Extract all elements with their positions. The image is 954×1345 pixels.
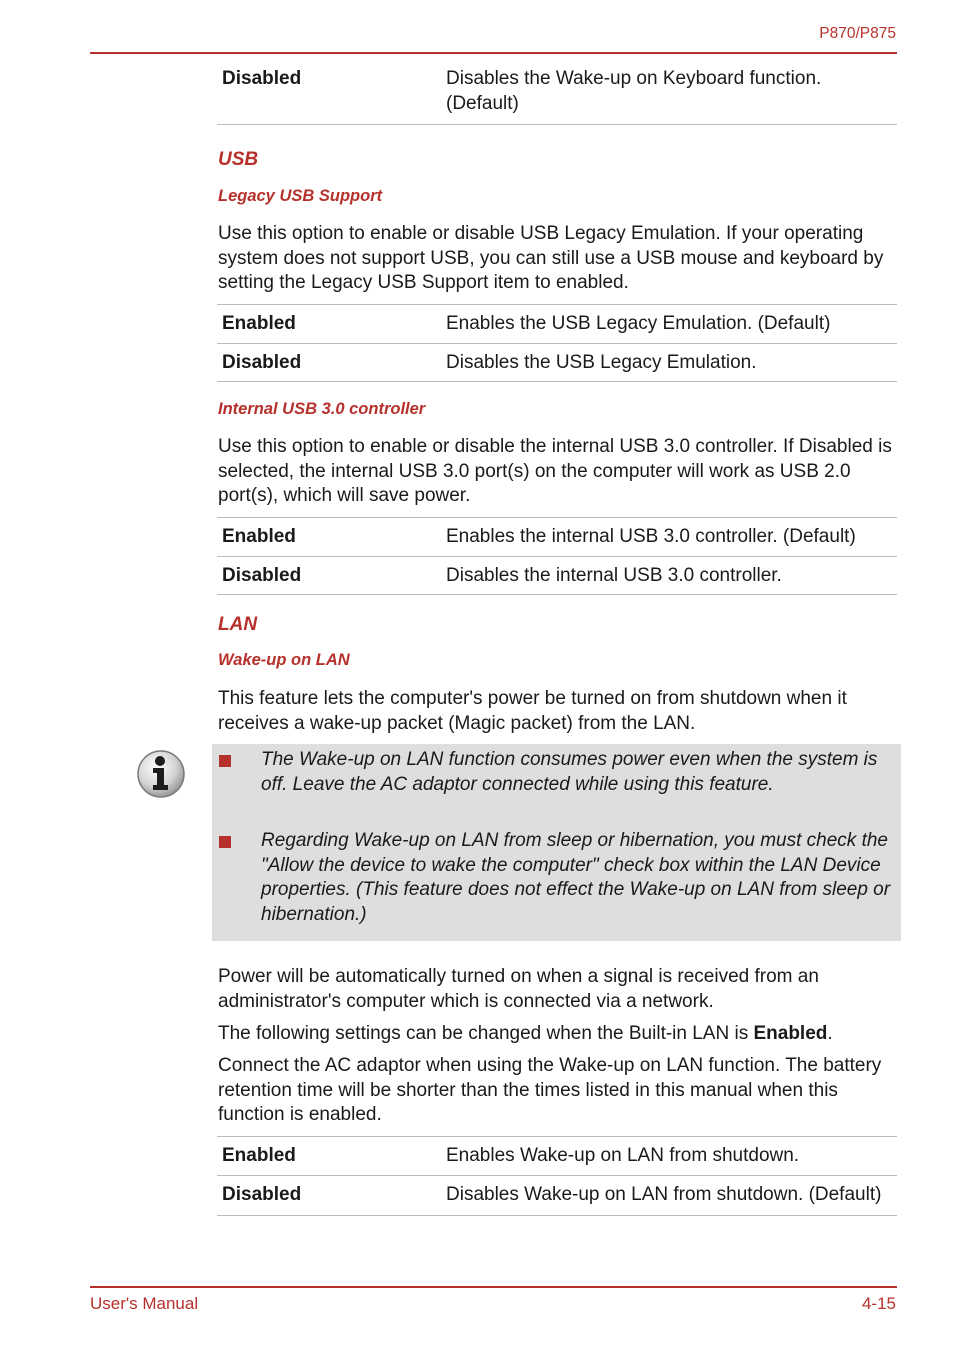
table-key: Disabled — [222, 1183, 302, 1205]
usb3-table — [217, 517, 897, 595]
wake-on-lan-description: This feature lets the computer's power be turned on from shutdown when it receives a wake-up packet (Magic packet) from the LAN. — [218, 688, 847, 734]
subheading-wake-on-lan: Wake-up on LAN — [218, 651, 350, 669]
lan-paragraph-1: Power will be automatically turned on when a signal is received from an administrator's computer which is connected via a network. — [218, 966, 819, 1012]
table-key: Enabled — [222, 1145, 296, 1166]
table-key: Disabled — [222, 351, 302, 373]
lan-paragraph-2-text: The following settings can be changed when the Built-in LAN is — [218, 1023, 754, 1044]
table-row — [217, 64, 897, 124]
note-box — [212, 744, 901, 941]
header-model: P870/P875 — [819, 25, 896, 42]
table-value: Disables the internal USB 3.0 controller. — [446, 564, 782, 586]
table-key: Disabled — [222, 68, 302, 89]
wake-on-lan-table — [217, 1136, 897, 1216]
table-value: Disables the USB Legacy Emulation. — [446, 351, 757, 373]
lan-paragraph-3: Connect the AC adaptor when using the Wake-up on LAN function. The battery retention time will be shorter than the times listed in this manual when this function is enabled. — [218, 1055, 882, 1125]
section-heading-lan: LAN — [218, 614, 258, 635]
table-value: Enables the USB Legacy Emulation. (Default) — [446, 313, 831, 334]
table-key: Disabled — [222, 564, 302, 586]
bullet-square-icon — [219, 836, 231, 848]
subheading-internal-usb3: Internal USB 3.0 controller — [218, 400, 426, 418]
keyboard-table — [217, 64, 897, 125]
table-value: Disables the Wake-up on Keyboard function. (Default) — [446, 68, 822, 114]
table-key: Enabled — [222, 526, 296, 547]
subheading-legacy-usb: Legacy USB Support — [218, 187, 383, 205]
footer-rule — [90, 1286, 897, 1288]
table-row — [217, 1136, 897, 1175]
section-heading-usb: USB — [218, 149, 259, 170]
bullet-square-icon — [219, 755, 231, 767]
table-key: Enabled — [222, 313, 296, 334]
header-rule — [90, 52, 897, 54]
note-item: The Wake-up on LAN function consumes power even when the system is off. Leave the AC adaptor connected while using this feature. — [261, 749, 878, 795]
note-item: Regarding Wake-up on LAN from sleep or hibernation, you must check the "Allow the device to wake the computer" check box within the LAN Device properties. (This feature does not effect the Wake-up on LAN from sleep or hibernation.) — [261, 830, 891, 925]
footer-manual-title: User's Manual — [90, 1294, 199, 1313]
table-value: Disables Wake-up on LAN from shutdown. (Default) — [446, 1183, 882, 1205]
table-value: Enables Wake-up on LAN from shutdown. — [446, 1145, 800, 1166]
table-row — [217, 304, 897, 343]
table-row — [217, 517, 897, 556]
footer-page-number: 4-15 — [861, 1294, 896, 1313]
table-value: Enables the internal USB 3.0 controller. (Default) — [446, 526, 856, 547]
table-row — [217, 1175, 897, 1216]
table-row — [217, 556, 897, 595]
lan-paragraph-2-end: . — [827, 1023, 833, 1044]
legacy-usb-table — [217, 304, 897, 382]
table-row — [217, 343, 897, 382]
internal-usb3-description: Use this option to enable or disable the internal USB 3.0 controller. If Disabled is selected, the internal USB 3.0 port(s) on the computer will work as USB 2.0 port(s), which will save power. — [218, 436, 892, 506]
lan-paragraph-2 — [218, 1022, 898, 1047]
legacy-usb-description: Use this option to enable or disable USB Legacy Emulation. If your operating system does not support USB, you can still use a USB mouse and keyboard by setting the Legacy USB Support item to enabled. — [218, 223, 884, 293]
info-icon — [136, 748, 188, 800]
lan-paragraph-2-bold: Enabled — [753, 1023, 828, 1044]
